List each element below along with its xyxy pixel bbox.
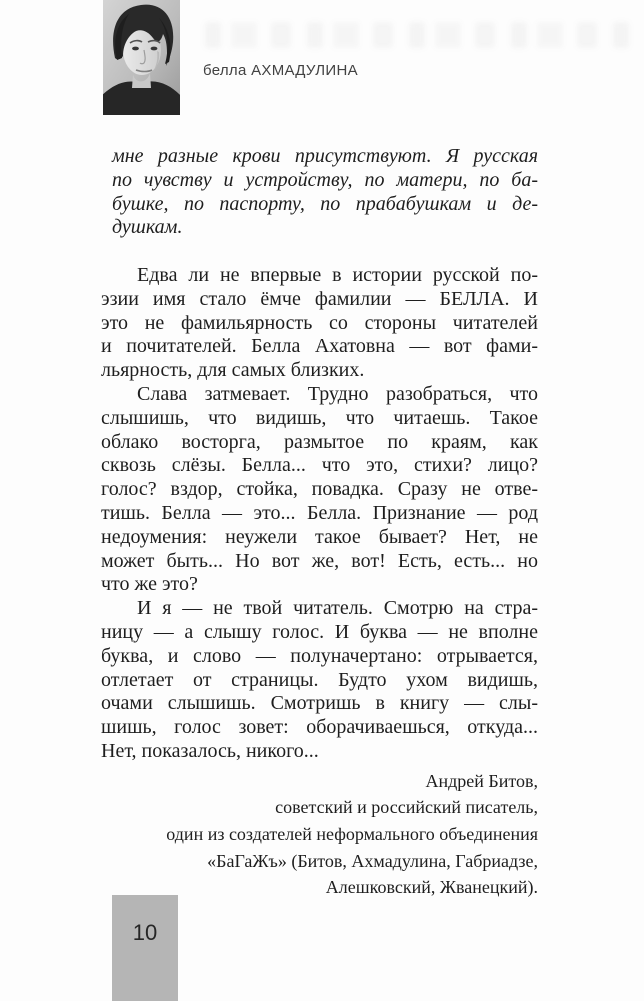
text-line: и почитателей. Белла Ахатовна — вот фами- [101,335,538,358]
text-line: может быть... Но вот же, вот! Есть, есть... но [101,549,538,572]
text-line: буква, и слово — полуначертано: отрывается, [101,644,538,667]
page-number-tab [112,895,178,1001]
body-paragraph [101,597,538,764]
page-number: 10 [132,920,158,945]
author-photo [103,0,180,115]
text-line: Едва ли не впервые в истории русской по- [137,263,538,286]
text-line: душкам. [112,216,183,239]
attribution-block [101,768,538,901]
text-line: сквозь слёзы. Белла... что это, стихи? лицо? [101,454,538,477]
body-paragraph [101,383,538,597]
text-line: И я — не твой читатель. Смотрю на стра- [137,597,538,620]
text-line: слышишь, что видишь, что читаешь. Такое [101,406,538,429]
portrait-illustration [103,0,180,115]
text-line: мне разные крови присутствуют. Я русская [112,145,538,167]
page-bleed-through [205,22,637,48]
text-line: льярность, для самых близких. [101,359,365,382]
text-line: отлетает от страницы. Будто ухом видишь, [101,668,538,691]
text-line: ницу — а слышу голос. И буква — не вполне [101,620,538,643]
text-line: эзии имя стало ёмче фамилии — БЕЛЛА. И [101,287,538,310]
text-line: Алешковский, Жванецкий). [325,877,538,898]
page-text-column [101,145,538,901]
text-line: по чувству и устройству, по матери, по ба- [112,168,538,191]
text-line: недоумения: неужели такое бывает? Нет, не [101,525,538,548]
text-line: Слава затмевает. Трудно разобраться, что [137,382,538,405]
text-line: что же это? [101,573,198,596]
text-line: «БаГаЖъ» (Битов, Ахмадулина, Габриадзе, [207,850,538,871]
body-paragraph [101,264,538,383]
text-line: один из создателей неформального объединения [166,823,538,844]
text-line: тишь. Белла — это... Белла. Признание — род [101,501,538,524]
text-line: Андрей Битов, [425,770,538,791]
text-line: очами слышишь. Смотришь в книгу — слы- [101,692,538,715]
text-line: Нет, показалось, никого... [101,739,319,762]
text-line: советский и российский писатель, [275,797,538,818]
quote-paragraph [101,145,538,240]
text-line: шишь, голос зовет: оборачиваешься, откуда... [101,716,538,739]
text-line: бушке, по паспорту, по прабабушкам и де- [112,192,538,215]
body-paragraphs [101,264,538,764]
text-line: облако восторга, размытое по краям, как [101,430,538,453]
text-line: голос? вздор, стойка, повадка. Сразу не отве- [101,478,538,501]
text-line: это не фамильярность со стороны читателей [101,311,538,334]
author-name-header: белла АХМАДУЛИНА [203,62,358,79]
